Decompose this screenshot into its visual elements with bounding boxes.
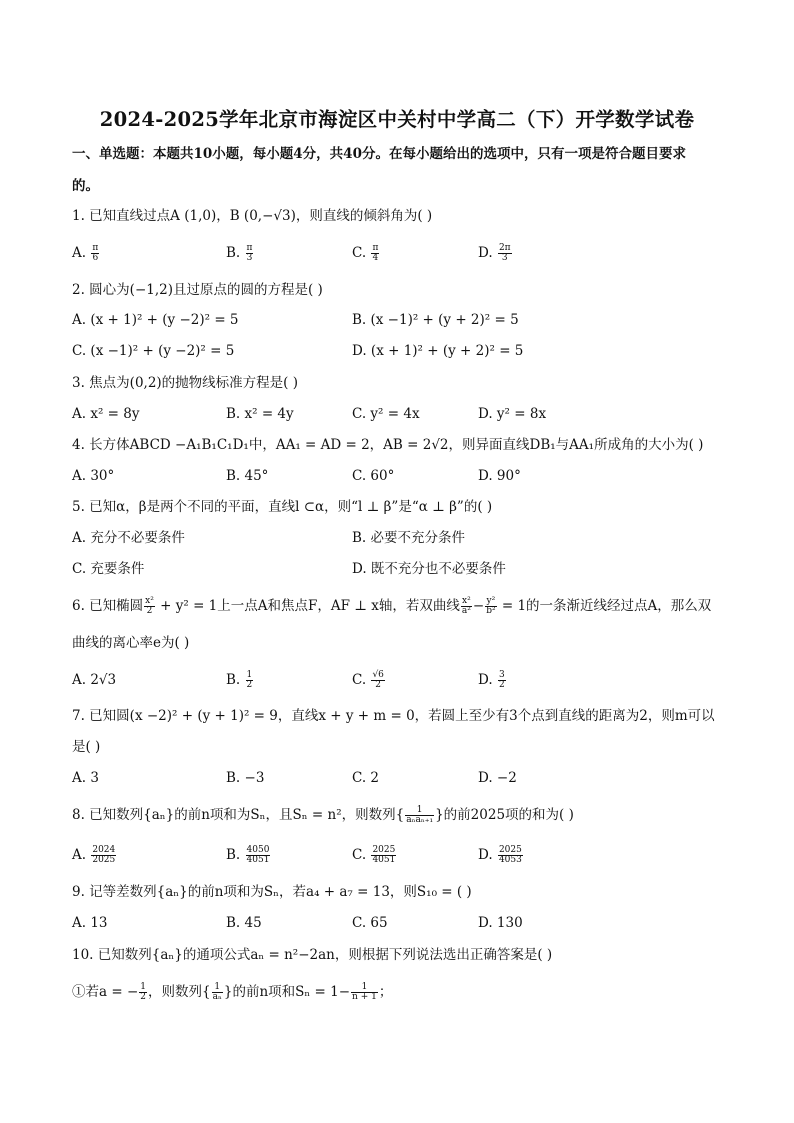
q9-option-c: C. 65 xyxy=(352,915,388,931)
q9-option-a: A. 13 xyxy=(72,915,108,931)
q4-option-b: B. 45° xyxy=(226,468,269,484)
q5-option-b: B. 必要不充分条件 xyxy=(352,530,466,546)
q2-option-d: D. (x + 1)² + (y + 2)² = 5 xyxy=(352,343,524,359)
q1-option-b: B. $\frac{\pi}{3}$ xyxy=(226,243,253,263)
q8-option-d: D. $\frac{2025}{4053}$ xyxy=(478,845,522,865)
q3-option-c: C. y² = 4x xyxy=(352,406,420,422)
question-1-stem: 1. 已知直线过点A (1,0)，B (0,−√3)，则直线的倾斜角为( ) xyxy=(72,208,433,224)
section-heading-cont: 的。 xyxy=(72,178,99,194)
q7-option-a: A. 3 xyxy=(72,770,99,786)
q5-option-a: A. 充分不必要条件 xyxy=(72,530,185,546)
question-7-stem: 7. 已知圆(x −2)² + (y + 1)² = 9，直线x + y + m = 0，若圆上至少有3个点到直线的距离为2，则m可以 xyxy=(72,708,715,724)
question-9-stem: 9. 记等差数列{aₙ}的前n项和为Sₙ，若a₄ + a₇ = 13，则S₁₀ = ( ) xyxy=(72,884,472,900)
q4-option-c: C. 60° xyxy=(352,468,395,484)
question-2-stem: 2. 圆心为(−1,2)且过原点的圆的方程是( ) xyxy=(72,282,323,298)
q3-option-d: D. y² = 8x xyxy=(478,406,547,422)
q2-option-c: C. (x −1)² + (y −2)² = 5 xyxy=(72,343,235,359)
q5-option-c: C. 充要条件 xyxy=(72,561,145,577)
q8-option-b: B. $\frac{4050}{4051}$ xyxy=(226,845,270,865)
q4-option-d: D. 90° xyxy=(478,468,521,484)
q1-option-c: C. $\frac{\pi}{4}$ xyxy=(352,243,379,263)
q1-option-d: D. $\frac{2\pi}{3}$ xyxy=(478,243,511,263)
question-6-stem: 6. 已知椭圆 $\frac{\text{x²}}{2}$ + y² = 1上一点A和焦点F，AF ⊥ x轴，若双曲线 $\frac{\text{x²}}{\text{a²}}$ − $\frac{\text{y²}}{\text{b²}}$ = 1的一条渐近线经过点A，那么双 xyxy=(72,596,712,616)
question-8-stem: 8. 已知数列{aₙ}的前n项和为Sₙ，且Sₙ = n²，则数列{ $\frac{1}{\text{aₙaₙ₊₁}}$ }的前2025项的和为( ) xyxy=(72,805,574,825)
q5-option-d: D. 既不充分也不必要条件 xyxy=(352,561,506,577)
section-heading: 一、单选题：本题共10小题，每小题4分，共40分。在每小题给出的选项中，只有一项是符合题目要求 xyxy=(72,146,686,162)
q6-option-d: D. $\frac{3}{2}$ xyxy=(478,670,505,690)
q6-option-b: B. $\frac{1}{2}$ xyxy=(226,670,253,690)
page-title: 2024-2025学年北京市海淀区中关村中学高二（下）开学数学试卷 xyxy=(99,108,695,131)
q2-option-a: A. (x + 1)² + (y −2)² = 5 xyxy=(72,312,239,328)
question-7-stem-cont: 是( ) xyxy=(72,739,101,755)
q3-option-a: A. x² = 8y xyxy=(72,406,140,422)
question-10-stem: 10. 已知数列{aₙ}的通项公式aₙ = n²−2an，则根据下列说法选出正确答案是( ) xyxy=(72,947,553,963)
q7-option-d: D. −2 xyxy=(478,770,517,786)
question-4-stem: 4. 长方体ABCD −A₁B₁C₁D₁中，AA₁ = AD = 2，AB = 2√2，则异面直线DB₁与AA₁所成角的大小为( ) xyxy=(72,437,704,453)
q6-option-a: A. 2√3 xyxy=(72,672,117,688)
q8-option-a: A. $\frac{2024}{2025}$ xyxy=(72,845,116,865)
q6-option-c: C. $\frac{√6}{2}$ xyxy=(352,670,384,690)
q8-option-c: C. $\frac{2025}{4051}$ xyxy=(352,845,396,865)
q2-option-b: B. (x −1)² + (y + 2)² = 5 xyxy=(352,312,519,328)
question-6-stem-cont: 曲线的离心率e为( ) xyxy=(72,635,190,651)
q3-option-b: B. x² = 4y xyxy=(226,406,294,422)
q4-option-a: A. 30° xyxy=(72,468,115,484)
q9-option-b: B. 45 xyxy=(226,915,262,931)
question-5-stem: 5. 已知α，β是两个不同的平面，直线l ⊂α，则“l ⊥ β”是“α ⊥ β”的( ) xyxy=(72,499,493,515)
q7-option-c: C. 2 xyxy=(352,770,380,786)
question-10-statement-1: ①若a = − $\frac{1}{2}$ ，则数列{ $\frac{1}{\text{aₙ}}$ }的前n项和Sₙ = 1− $\frac{1}{n + 1}$ ； xyxy=(72,982,393,1002)
q9-option-d: D. 130 xyxy=(478,915,523,931)
q1-option-a: A. $\frac{\pi}{6}$ xyxy=(72,243,99,263)
q7-option-b: B. −3 xyxy=(226,770,265,786)
question-3-stem: 3. 焦点为(0,2)的抛物线标准方程是( ) xyxy=(72,375,298,391)
